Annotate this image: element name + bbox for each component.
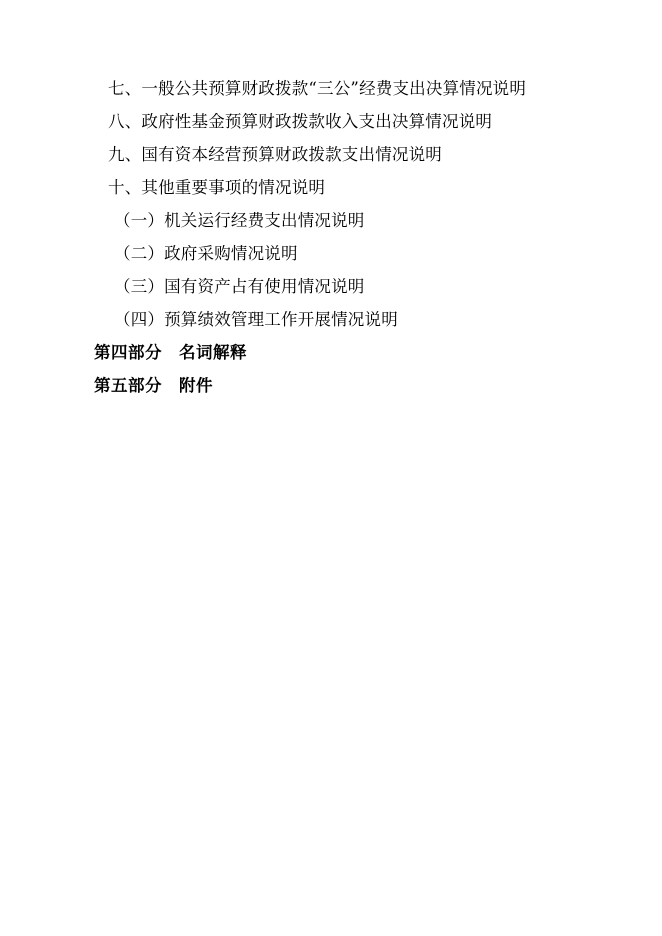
toc-entry: （一）机关运行经费支出情况说明 <box>114 211 365 230</box>
toc-entry: （四）预算绩效管理工作开展情况说明 <box>114 310 398 329</box>
toc-entry: （三）国有资产占有使用情况说明 <box>114 277 365 296</box>
toc-entry: （二）政府采购情况说明 <box>114 244 298 263</box>
toc-entry-part: 第五部分 附件 <box>94 376 213 395</box>
toc-entry: 九、国有资本经营预算财政拨款支出情况说明 <box>108 145 442 164</box>
toc-entry: 七、一般公共预算财政拨款“三公”经费支出决算情况说明 <box>108 79 527 98</box>
toc-entry: 十、其他重要事项的情况说明 <box>108 178 326 197</box>
toc-entry-part: 第四部分 名词解释 <box>94 343 247 362</box>
table-of-contents <box>80 72 582 402</box>
toc-entry: 八、政府性基金预算财政拨款收入支出决算情况说明 <box>108 112 493 131</box>
